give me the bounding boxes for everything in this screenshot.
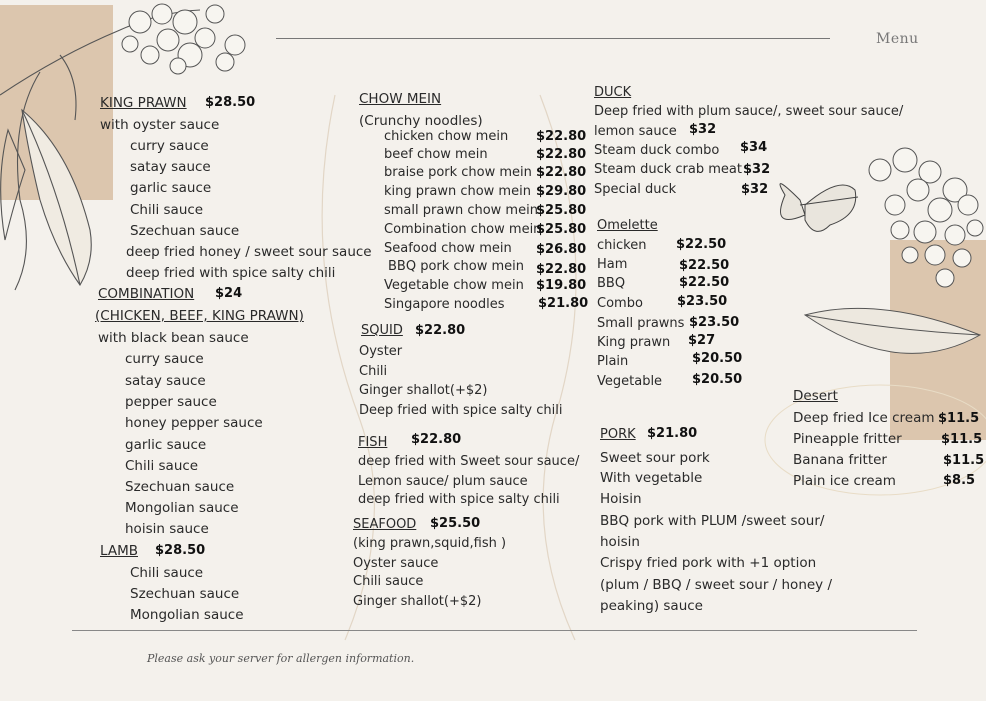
seafood-title: SEAFOOD bbox=[353, 517, 417, 532]
pork-price: $21.80 bbox=[647, 426, 698, 441]
desert-title: Desert bbox=[793, 388, 838, 404]
menu-item: Steam duck combo bbox=[594, 143, 720, 158]
menu-item: Oyster sauce bbox=[353, 556, 439, 571]
menu-item: Mongolian sauce bbox=[130, 607, 244, 623]
menu-item: Seafood chow mein bbox=[384, 241, 512, 256]
menu-item: Deep fried with spice salty chili bbox=[359, 403, 563, 418]
menu-item: satay sauce bbox=[130, 159, 211, 175]
chow-mein-subtitle: (Crunchy noodles) bbox=[359, 113, 483, 129]
squid-title: SQUID bbox=[361, 323, 403, 338]
menu-item: Steam duck crab meat bbox=[594, 162, 742, 177]
menu-item: with oyster sauce bbox=[100, 117, 220, 133]
menu-item: braise pork chow mein bbox=[384, 165, 532, 180]
menu-price: $32 bbox=[689, 122, 717, 137]
menu-price: $23.50 bbox=[689, 315, 740, 330]
menu-item: Pineapple fritter bbox=[793, 431, 902, 447]
combination-price: $24 bbox=[215, 286, 243, 301]
menu-item: Chili sauce bbox=[125, 458, 199, 474]
menu-price: $22.80 bbox=[536, 165, 587, 180]
menu-item: king prawn chow mein bbox=[384, 184, 531, 199]
menu-item: Vegetable chow mein bbox=[384, 278, 524, 293]
menu-item: small prawn chow mein bbox=[384, 203, 538, 218]
menu-price: $34 bbox=[740, 140, 768, 155]
menu-price: $21.80 bbox=[538, 296, 589, 311]
king-prawn-title: KING PRAWN bbox=[100, 95, 187, 111]
menu-heading: Menu bbox=[876, 31, 919, 47]
menu-item: Plain bbox=[597, 354, 629, 369]
menu-item: BBQ pork chow mein bbox=[388, 259, 525, 274]
menu-item: satay sauce bbox=[125, 373, 206, 389]
menu-item: hoisin sauce bbox=[125, 521, 209, 537]
menu-price: $22.50 bbox=[679, 258, 730, 273]
menu-item: Chili sauce bbox=[130, 565, 204, 581]
menu-price: $8.5 bbox=[943, 473, 976, 488]
menu-item: Special duck bbox=[594, 182, 677, 197]
menu-price: $22.80 bbox=[536, 129, 587, 144]
menu-item: Oyster bbox=[359, 344, 403, 359]
combination-subtitle: (CHICKEN, BEEF, KING PRAWN) bbox=[95, 308, 304, 324]
menu-item: deep fried honey / sweet sour sauce bbox=[126, 244, 372, 260]
menu-item: (plum / BBQ / sweet sour / honey / bbox=[600, 577, 833, 593]
menu-item: deep fried with Sweet sour sauce/ bbox=[358, 454, 580, 469]
leaf-right-illustration bbox=[805, 308, 980, 353]
berries-top-illustration bbox=[122, 4, 245, 74]
menu-price: $11.5 bbox=[943, 453, 985, 468]
menu-price: $32 bbox=[741, 182, 769, 197]
menu-item: Chili bbox=[359, 364, 388, 379]
menu-item: Ginger shallot(+$2) bbox=[353, 594, 482, 609]
menu-item: Crispy fried pork with +1 option bbox=[600, 555, 817, 571]
berries-right-illustration bbox=[869, 148, 983, 287]
menu-item: hoisin bbox=[600, 534, 640, 550]
menu-item: deep fried with spice salty chili bbox=[358, 492, 560, 507]
menu-item: BBQ bbox=[597, 276, 626, 291]
king-prawn-price: $28.50 bbox=[205, 95, 256, 110]
lamb-price: $28.50 bbox=[155, 543, 206, 558]
menu-item: garlic sauce bbox=[130, 180, 212, 196]
menu-price: $22.50 bbox=[679, 275, 730, 290]
menu-item: Plain ice cream bbox=[793, 473, 896, 489]
menu-price: $19.80 bbox=[536, 278, 587, 293]
menu-price: $20.50 bbox=[692, 351, 743, 366]
duck-description: Deep fried with plum sauce/, sweet sour sauce/ bbox=[594, 104, 904, 119]
menu-item: Chili sauce bbox=[130, 202, 204, 218]
menu-price: $23.50 bbox=[677, 294, 728, 309]
menu-item: peaking) sauce bbox=[600, 598, 703, 614]
menu-item: Szechuan sauce bbox=[130, 586, 240, 602]
menu-price: $26.80 bbox=[536, 242, 587, 257]
header-rule bbox=[276, 38, 830, 39]
menu-item: deep fried with spice salty chili bbox=[126, 265, 336, 281]
menu-price: $29.80 bbox=[536, 184, 587, 199]
menu-item: chicken bbox=[597, 238, 647, 253]
menu-price: $32 bbox=[743, 162, 771, 177]
menu-item: curry sauce bbox=[125, 351, 204, 367]
butterfly-illustration bbox=[780, 184, 858, 232]
lamb-title: LAMB bbox=[100, 543, 138, 559]
menu-price: $20.50 bbox=[692, 372, 743, 387]
menu-item: Combo bbox=[597, 296, 643, 311]
menu-item: With vegetable bbox=[600, 470, 703, 486]
allergen-note: Please ask your server for allergen information. bbox=[147, 652, 415, 665]
menu-price: $11.5 bbox=[941, 432, 983, 447]
menu-price: $25.80 bbox=[536, 203, 587, 218]
menu-item: garlic sauce bbox=[125, 437, 207, 453]
menu-item: (king prawn,squid,fish ) bbox=[353, 536, 507, 551]
menu-item: Hoisin bbox=[600, 491, 642, 507]
menu-item: Singapore noodles bbox=[384, 297, 505, 312]
menu-item: chicken chow mein bbox=[384, 129, 509, 144]
menu-item: Deep fried Ice cream bbox=[793, 410, 935, 426]
menu-item: Ginger shallot(+$2) bbox=[359, 383, 488, 398]
squid-price: $22.80 bbox=[415, 323, 466, 338]
menu-item: lemon sauce bbox=[594, 124, 677, 139]
menu-item: with black bean sauce bbox=[98, 330, 249, 346]
pork-title: PORK bbox=[600, 427, 636, 442]
combination-title: COMBINATION bbox=[98, 286, 195, 302]
fish-title: FISH bbox=[358, 435, 388, 450]
menu-item: beef chow mein bbox=[384, 147, 488, 162]
menu-price: $22.50 bbox=[676, 237, 727, 252]
menu-item: Vegetable bbox=[597, 374, 663, 389]
menu-item: Sweet sour pork bbox=[600, 450, 710, 466]
menu-item: Szechuan sauce bbox=[130, 223, 240, 239]
menu-item: curry sauce bbox=[130, 138, 209, 154]
fish-price: $22.80 bbox=[411, 432, 462, 447]
menu-item: honey pepper sauce bbox=[125, 415, 263, 431]
menu-price: $22.80 bbox=[536, 262, 587, 277]
menu-price: $22.80 bbox=[536, 147, 587, 162]
omelette-title: Omelette bbox=[597, 218, 658, 233]
menu-item: Lemon sauce/ plum sauce bbox=[358, 474, 528, 489]
menu-item: King prawn bbox=[597, 335, 671, 350]
menu-item: Banana fritter bbox=[793, 452, 887, 468]
menu-item: Szechuan sauce bbox=[125, 479, 235, 495]
menu-price: $25.80 bbox=[536, 222, 587, 237]
menu-item: Mongolian sauce bbox=[125, 500, 239, 516]
footer-rule bbox=[72, 630, 917, 631]
seafood-price: $25.50 bbox=[430, 516, 481, 531]
chow-mein-title: CHOW MEIN bbox=[359, 91, 442, 107]
menu-item: pepper sauce bbox=[125, 394, 217, 410]
menu-item: Combination chow mein bbox=[384, 222, 542, 237]
menu-item: BBQ pork with PLUM /sweet sour/ bbox=[600, 513, 825, 529]
menu-price: $27 bbox=[688, 333, 716, 348]
menu-item: Ham bbox=[597, 257, 628, 272]
menu-item: Chili sauce bbox=[353, 574, 424, 589]
menu-price: $11.5 bbox=[938, 411, 980, 426]
menu-item: Small prawns bbox=[597, 316, 685, 331]
duck-title: DUCK bbox=[594, 85, 632, 100]
